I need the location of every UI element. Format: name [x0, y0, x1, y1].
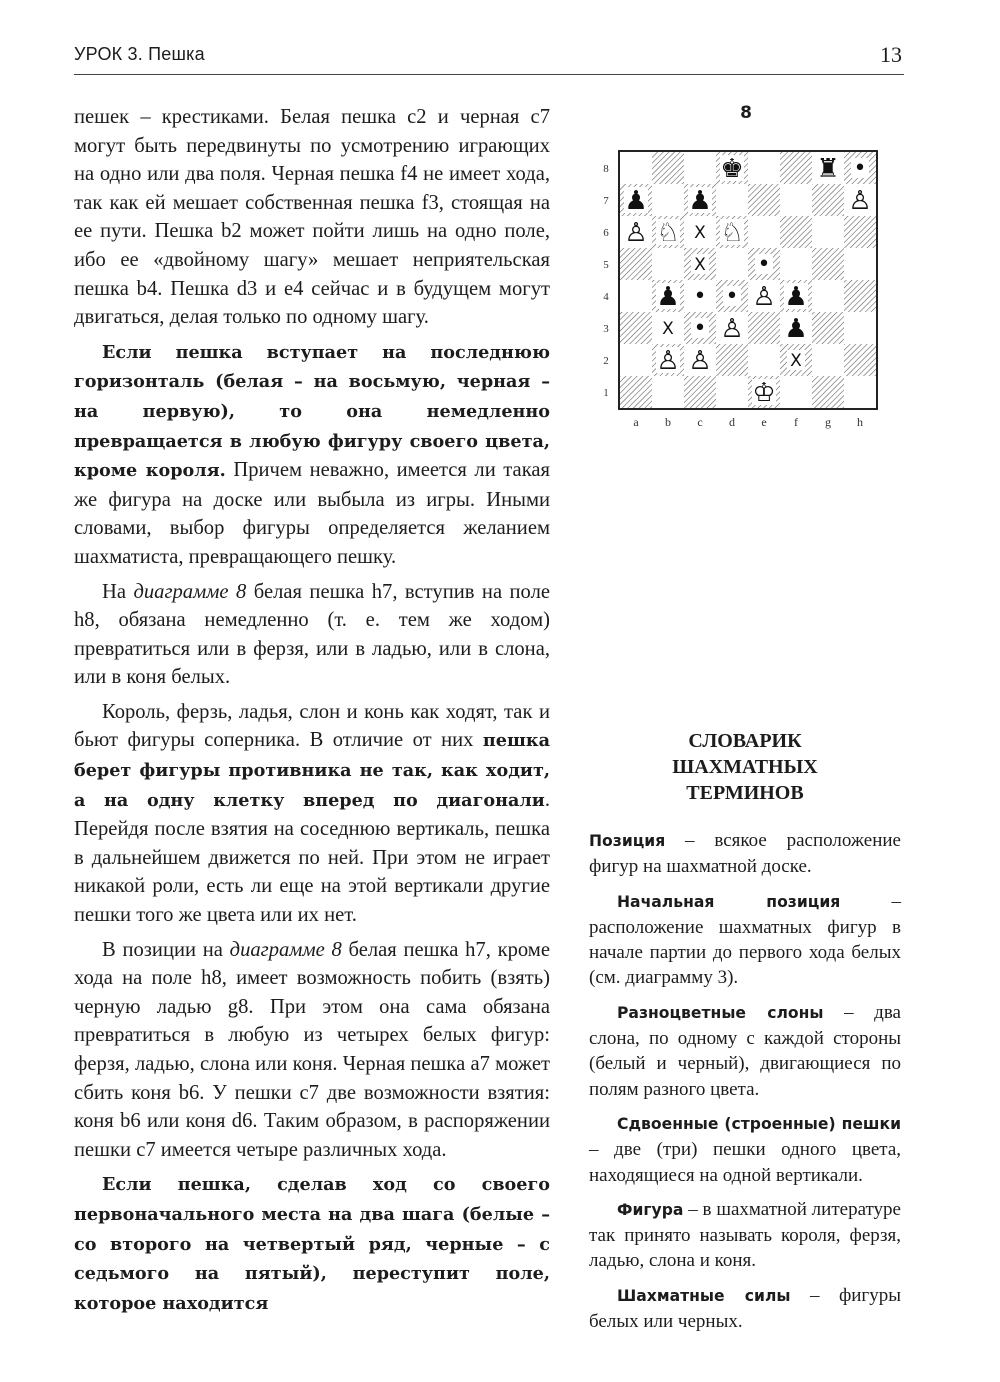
file-label: e: [761, 415, 767, 429]
dark-square: [812, 312, 844, 344]
text-run: пешек – крестиками. Белая пешка c2 и черная c7 могут быть передвинуты по усмотрению играющих на одно или два поля. Черная пешка f4 не имеет хода, так как ей мешает собственная пешка f3, стоящая на ее пути. Пешка b2 может пойти лишь на одно поле, ибо ее «двойному шагу» мешает неприятельская пешка b4. Пешка d3 и e4 сейчас и в будущем могут двигаться, делая только по одному шагу.: [74, 106, 550, 329]
rank-label: 5: [603, 259, 609, 271]
chess-piece-white: ♘: [720, 218, 744, 248]
file-label: g: [825, 415, 831, 429]
glossary-title: [589, 728, 901, 806]
paragraph: [74, 338, 550, 572]
chess-piece-black: ♚: [720, 154, 744, 184]
page-header: [74, 40, 904, 75]
light-square: [780, 376, 812, 408]
move-dot-mark: •: [693, 316, 707, 341]
light-square: [748, 152, 780, 184]
text-run: . Перейдя после взятия на соседнюю вертикаль, пешка в дальнейшем движется по ней. При этом не играет никакой роли, есть ли еще на этой вертикали другие пешки того же цвета или их нет.: [74, 788, 550, 927]
move-cross-mark: X: [790, 351, 802, 371]
diagram-number: 8: [740, 103, 752, 123]
dark-square: [716, 344, 748, 376]
move-dot-mark: •: [725, 284, 739, 309]
light-square: [844, 376, 876, 408]
text-run: белая пешка h7, кроме хода на поле h8, имеет возможность побить (взять) черную ладью g8. При этом она сама обязана превратиться в любую из четырех белых фигур: ферзя, ладью, слона или коня. Черная пешка a7 может сбить коня b6. У пешки c7 две возможности взятия: коня b6 или коня d6. Таким образом, в распоряжении пешки c7 имеется четыре различных хода.: [74, 938, 550, 1161]
text-run: Король, ферзь, ладья, слон и конь как ходят, так и бьют фигуры соперника. В отличие от них: [74, 700, 550, 752]
glossary-entry: [589, 828, 901, 880]
glossary-entry: [589, 889, 901, 991]
glossary-term: Разноцветные слоны: [617, 1003, 824, 1022]
chess-piece-white: ♙: [720, 314, 744, 344]
glossary-definition: – две (три) пешки одного цвета, находящиеся на одной вертикали.: [589, 1139, 901, 1186]
glossary-definition: – фигуры белых или черных.: [589, 1284, 901, 1333]
light-square: [844, 248, 876, 280]
paragraph: [74, 698, 550, 930]
light-square: [620, 280, 652, 312]
light-square: [780, 248, 812, 280]
paragraph: [74, 1170, 550, 1318]
light-square: [812, 280, 844, 312]
rank-label: 2: [603, 355, 609, 367]
light-square: [620, 152, 652, 184]
chess-piece-white: ♙: [848, 186, 872, 216]
italic-text: диаграмме 8: [229, 938, 342, 961]
rank-label: 1: [603, 387, 609, 399]
bold-text: пешка берет фигуры противника не так, как ходит, а на одну клетку вперед по диагонали: [74, 730, 550, 811]
dark-square: [684, 376, 716, 408]
light-square: [620, 344, 652, 376]
file-label: d: [729, 415, 735, 429]
bold-text: Если пешка, сделав ход со своего первоначального места на два шага (белые – со второго на четвертый ряд, черные – с седьмого на пятый), переступит поле, которое находится: [74, 1174, 550, 1314]
move-cross-mark: X: [694, 223, 706, 243]
light-square: [684, 152, 716, 184]
dark-square: [844, 280, 876, 312]
glossary-definition: – два слона, по одному с каждой стороны (белый и черный), двигающиеся по полям разного цвета.: [589, 1001, 901, 1100]
text-run: В позиции на: [102, 938, 230, 961]
move-cross-mark: X: [662, 319, 674, 339]
glossary-term: Шахматные силы: [617, 1286, 791, 1305]
dark-square: [812, 376, 844, 408]
light-square: [652, 184, 684, 216]
rank-label: 8: [603, 163, 609, 175]
glossary-title-line: ТЕРМИНОВ: [686, 782, 804, 804]
glossary-entry: [589, 1111, 901, 1188]
text-run: Причем неважно, имеется ли такая же фигура на доске или выбыла из игры. Иными словами, выбор фигуры определяется желанием шахматиста, превращающего пешку.: [74, 459, 550, 568]
dark-square: [620, 312, 652, 344]
page-number: 13: [880, 42, 902, 67]
chess-piece-black: ♟: [656, 282, 680, 312]
chess-board: [590, 140, 890, 440]
light-square: [716, 184, 748, 216]
dark-square: [748, 312, 780, 344]
rank-label: 6: [603, 227, 609, 239]
italic-text: диаграмме 8: [133, 580, 247, 603]
light-square: [652, 376, 684, 408]
glossary-entry: [589, 1000, 901, 1102]
glossary-term: Фигура: [617, 1200, 684, 1219]
light-square: [780, 184, 812, 216]
file-label: a: [633, 415, 639, 429]
rank-label: 7: [603, 195, 609, 207]
light-square: [844, 312, 876, 344]
glossary-definition: – всякое расположение фигур на шахматной доске.: [589, 830, 901, 878]
chess-piece-black: ♟: [784, 314, 808, 344]
chess-piece-white: ♔: [752, 378, 776, 408]
light-square: [812, 216, 844, 248]
paragraph: [74, 936, 550, 1165]
glossary: [589, 828, 901, 1343]
chess-diagram: [590, 140, 890, 440]
light-square: [716, 248, 748, 280]
glossary-term: Начальная позиция: [617, 892, 841, 911]
dark-square: [620, 248, 652, 280]
dark-square: [748, 184, 780, 216]
main-text-column: [74, 103, 550, 1324]
glossary-term: Позиция: [589, 832, 666, 850]
text-run: белая пешка h7, вступив на поле h8, обязана немедленно (т. е. тем же ходом) превратиться или в ферзя, или в ладью, или в слона, или в коня белых.: [74, 580, 550, 689]
chess-piece-white: ♙: [624, 218, 648, 248]
light-square: [748, 216, 780, 248]
dark-square: [812, 248, 844, 280]
dark-square: [812, 184, 844, 216]
dark-square: [844, 216, 876, 248]
chess-piece-white: ♙: [688, 346, 712, 376]
chess-piece-white: ♙: [752, 282, 776, 312]
dark-square: [652, 152, 684, 184]
paragraph: [74, 103, 550, 332]
glossary-title-line: ШАХМАТНЫХ: [672, 756, 818, 778]
file-label: f: [794, 415, 798, 429]
chess-piece-white: ♘: [656, 218, 680, 248]
chess-piece-black: ♟: [784, 282, 808, 312]
chess-piece-black: ♜: [816, 154, 840, 184]
glossary-term: Сдвоенные (строенные) пешки: [617, 1114, 901, 1133]
bold-text: Если пешка вступает на последнюю горизонталь (белая – на восьмую, черная – на первую), то она немедленно превращается в любую фигуру своего цвета, кроме короля.: [74, 341, 550, 482]
dark-square: [780, 152, 812, 184]
dark-square: [844, 344, 876, 376]
move-dot-mark: •: [693, 284, 707, 309]
chess-piece-white: ♙: [656, 346, 680, 376]
glossary-definition: – в шахматной литературе так принято называть короля, ферзя, ладью, слона и коня.: [589, 1198, 901, 1272]
glossary-entry: [589, 1197, 901, 1274]
glossary-title-line: СЛОВАРИК: [688, 730, 802, 752]
paragraph: [74, 578, 550, 692]
rank-label: 3: [603, 323, 609, 335]
light-square: [748, 344, 780, 376]
move-cross-mark: X: [694, 255, 706, 275]
dark-square: [620, 376, 652, 408]
file-label: c: [697, 415, 703, 429]
light-square: [716, 376, 748, 408]
file-label: h: [857, 415, 863, 429]
move-dot-mark: •: [853, 156, 867, 181]
running-head: УРОК 3. Пешка: [74, 44, 205, 64]
chess-piece-black: ♟: [688, 186, 712, 216]
file-label: b: [665, 415, 671, 429]
light-square: [812, 344, 844, 376]
chess-piece-black: ♟: [624, 186, 648, 216]
light-square: [652, 248, 684, 280]
rank-label: 4: [603, 291, 609, 303]
text-run: На: [102, 580, 134, 603]
glossary-entry: [589, 1283, 901, 1335]
move-dot-mark: •: [757, 252, 771, 277]
glossary-definition: – расположение шахматных фигур в начале партии до первого хода белых (см. диаграмму 3).: [589, 890, 902, 989]
dark-square: [780, 216, 812, 248]
